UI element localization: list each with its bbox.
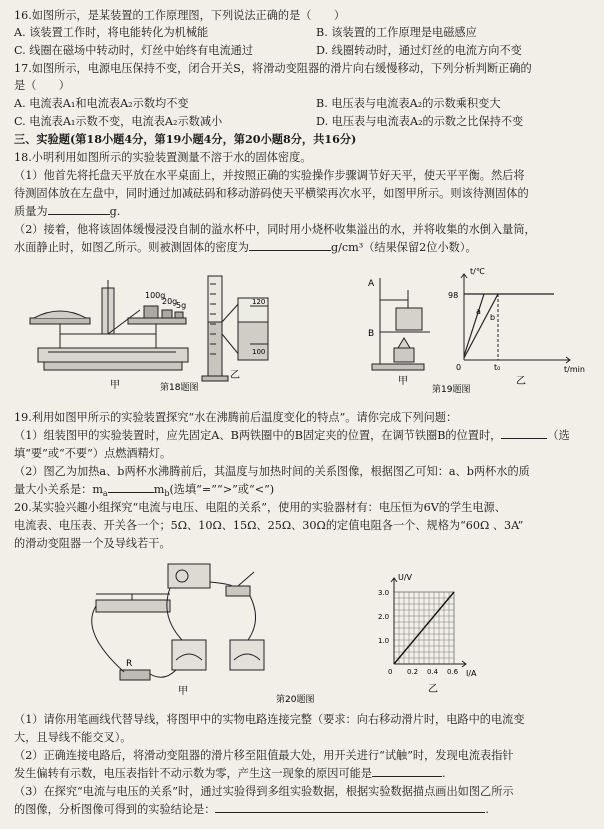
q17-option-c: C. 电流表A₁示数不变，电流表A₂示数减小	[14, 115, 223, 128]
section-3-heading: 三、实验题(第18小题4分，第19小题4分，第20小题8分，共16分)	[14, 132, 357, 146]
q20-reason-blank[interactable]	[372, 766, 442, 777]
xtick-0-6: 0.6	[447, 668, 459, 676]
q19-part1-line2: 填“要”或“不要”）点燃酒精灯。	[14, 447, 172, 460]
fig19-label-yi: 乙	[516, 376, 526, 387]
q19-part2-line2: 量大小关系是：$m_a$ $m_b$(选填“=”“>”或“<”)	[14, 483, 275, 499]
fig19-label-b: B	[368, 329, 375, 339]
q20-part2-line2: 发生偏转有示数，电压表指针不动示数为零，产生这一现象的原因可能是 .	[14, 767, 446, 780]
q20-part3-line2: 的图像，分析图像可得到的实验结论是： .	[14, 803, 489, 816]
cylinder-mark-100: 100	[252, 348, 266, 356]
fig18-label-yi: 乙	[230, 370, 240, 381]
i-axis-label: I/A	[466, 669, 477, 678]
temperature-graph	[461, 274, 570, 363]
cylinder-mark-120: 120	[252, 298, 266, 306]
q16-option-c: C. 线圈在磁场中转动时，灯丝中始终有电流通过	[14, 44, 254, 57]
q20-part2-line1: （2）正确连接电路后，将滑动变阻器的滑片移至阻值最大处，用开关进行“试触”时，发现电流表指针	[14, 749, 514, 762]
q17-option-b: B. 电压表与电流表A₂的示数乘积变大	[316, 97, 501, 110]
ytick-2: 2.0	[378, 613, 390, 621]
circuit-illustration	[92, 564, 264, 680]
q16-option-b: B. 该装置的工作原理是电磁感应	[316, 26, 477, 39]
q19-mass-choose: (选填“=”“>”或“<”)	[169, 483, 275, 496]
q19-mass-blank[interactable]	[108, 482, 154, 493]
q19-part1-text: （1）组装图甲的实验装置时，应先固定A、B两铁圈中的B固定夹的位置，在调节铁圈B的位置时，	[14, 429, 502, 442]
fig18-caption: 第18题图	[160, 383, 199, 393]
line-b-label: b	[490, 313, 496, 322]
boiling-apparatus	[372, 278, 430, 370]
q18-part2-line1: （2）接着，他将该固体缓慢浸没自制的溢水杯中，同时用小烧杯收集溢出的水，并将收集的水倒入量筒，	[14, 223, 536, 236]
q19-part1-choose: （选	[547, 429, 570, 442]
q19-stem: 19.利用如图甲所示的实验装置探究“水在沸腾前后温度变化的特点”。请你完成下列问题：	[14, 411, 458, 424]
graduated-cylinder	[202, 276, 268, 381]
q16-stem: 16.如图所示，是某装置的工作原理图，下列说法正确的是（ ）	[14, 9, 346, 22]
q20-part2-text: 发生偏转有示数，电压表指针不动示数为零，产生这一现象的原因可能是	[14, 767, 373, 780]
q16-option-d: D. 线圈转动时，通过灯丝的电流方向不变	[316, 44, 522, 57]
q20-part3-line1: （3）在探究“电流与电压的关系”时，通过实验得到多组实验数据，根据实验数据描点画出如图乙所示	[14, 785, 514, 798]
q18-mass-prefix: 质量为	[14, 205, 48, 218]
fig19-caption: 第19题图	[432, 385, 471, 395]
q17-stem-line2: 是（ ）	[14, 79, 70, 92]
weight-label-5g: 5g	[176, 301, 187, 310]
q20-part1-line2: 大，且导线不能交叉）。	[14, 731, 132, 744]
ytick-3: 3.0	[378, 589, 390, 597]
q17-option-d: D. 电压表与电流表A₂的示数之比保持不变	[316, 115, 524, 128]
q20-stem-line3: 的滑动变阻器一个及导线若干。	[14, 537, 171, 550]
ui-graph	[378, 573, 477, 678]
q18-density-blank[interactable]	[249, 240, 331, 251]
q20-part3-text: 的图像，分析图像可得到的实验结论是：	[14, 803, 216, 816]
q18-part1-line1: （1）他首先将托盘天平放在水平桌面上，并按照正确的实验操作步骤调节好天平，使天平平衡。然后将	[14, 169, 525, 182]
q18-part2-line2	[14, 240, 594, 255]
q19-part2-line1: （2）图乙为加热a、b两杯水沸腾前后，其温度与加热时间的关系图像，根据图乙可知：a、b两杯水的质	[14, 465, 530, 478]
xtick-0: 0	[388, 668, 393, 676]
q18-mass-blank[interactable]	[48, 204, 110, 215]
q19-mass-b: m	[153, 483, 165, 496]
weight-label-20g: 20g	[162, 297, 178, 306]
fig19-label-jia: 甲	[398, 376, 408, 387]
q20-conclusion-blank[interactable]	[215, 802, 485, 813]
fig18-label-jia: 甲	[110, 380, 120, 391]
xtick-0-4: 0.4	[427, 668, 439, 676]
q18-density-unit: g/cm³（结果保留2位小数）。	[330, 241, 477, 254]
time-axis-label: t/min	[564, 365, 585, 374]
fig20-label-jia: 甲	[178, 686, 188, 697]
resistor-label-r: R	[126, 659, 133, 669]
ytick-1: 1.0	[378, 637, 390, 645]
q20-stem-line1: 20.某实验兴趣小组探究“电流与电压、电阻的关系”，使用的实验器材有：电压恒为6V的学生电源、	[14, 501, 506, 514]
tick-t0: t₀	[494, 363, 501, 372]
q19-part1-blank[interactable]	[501, 428, 547, 439]
figures-18-19	[0, 260, 604, 410]
q18-mass-unit: g.	[109, 205, 121, 218]
q17-option-a: A. 电流表A₁和电流表A₂示数均不变	[14, 97, 189, 110]
tick-0: 0	[456, 363, 462, 372]
q16-option-a: A. 该装置工作时，将电能转化为机械能	[14, 26, 209, 39]
tick-98: 98	[448, 291, 459, 300]
figure-20	[0, 556, 604, 706]
q19-part1-line1	[14, 428, 594, 443]
q18-density-prefix: 水面静止时，如图乙所示。则被测固体的密度为	[14, 241, 249, 254]
temperature-axis-label: t/℃	[470, 267, 485, 276]
q18-part1-line3	[14, 204, 594, 219]
line-a-label: a	[476, 307, 481, 316]
xtick-0-2: 0.2	[407, 668, 419, 676]
q18-part1-line2: 待测固体放在左盘中，同时通过加减砝码和移动游码使天平横梁再次水平，如图甲所示。则该待测固体的	[14, 187, 529, 200]
q19-mass-a: 量大小关系是：m	[14, 483, 103, 496]
q18-stem: 18.小明利用如图所示的实验装置测量不溶于水的固体密度。	[14, 151, 312, 164]
fig20-label-yi: 乙	[428, 684, 438, 695]
fig20-caption: 第20题图	[276, 695, 315, 705]
q20-part1-line1: （1）请你用笔画线代替导线，将图甲中的实物电路连接完整（要求：向右移动滑片时，电路中的电流变	[14, 713, 525, 726]
u-axis-label: U/V	[398, 573, 413, 582]
fig19-label-a: A	[368, 279, 375, 289]
q17-stem-line1: 17.如图所示，电源电压保持不变，闭合开关S，将滑动变阻器的滑片向右缓慢移动，下列分析判断正确的	[14, 62, 532, 75]
q20-stem-line2: 电流表、电压表、开关各一个；5Ω、10Ω、15Ω、25Ω、30Ω的定值电阻各一个、规格为“60Ω 、3A”	[14, 519, 524, 532]
weight-label-100g: 100g	[145, 291, 166, 300]
